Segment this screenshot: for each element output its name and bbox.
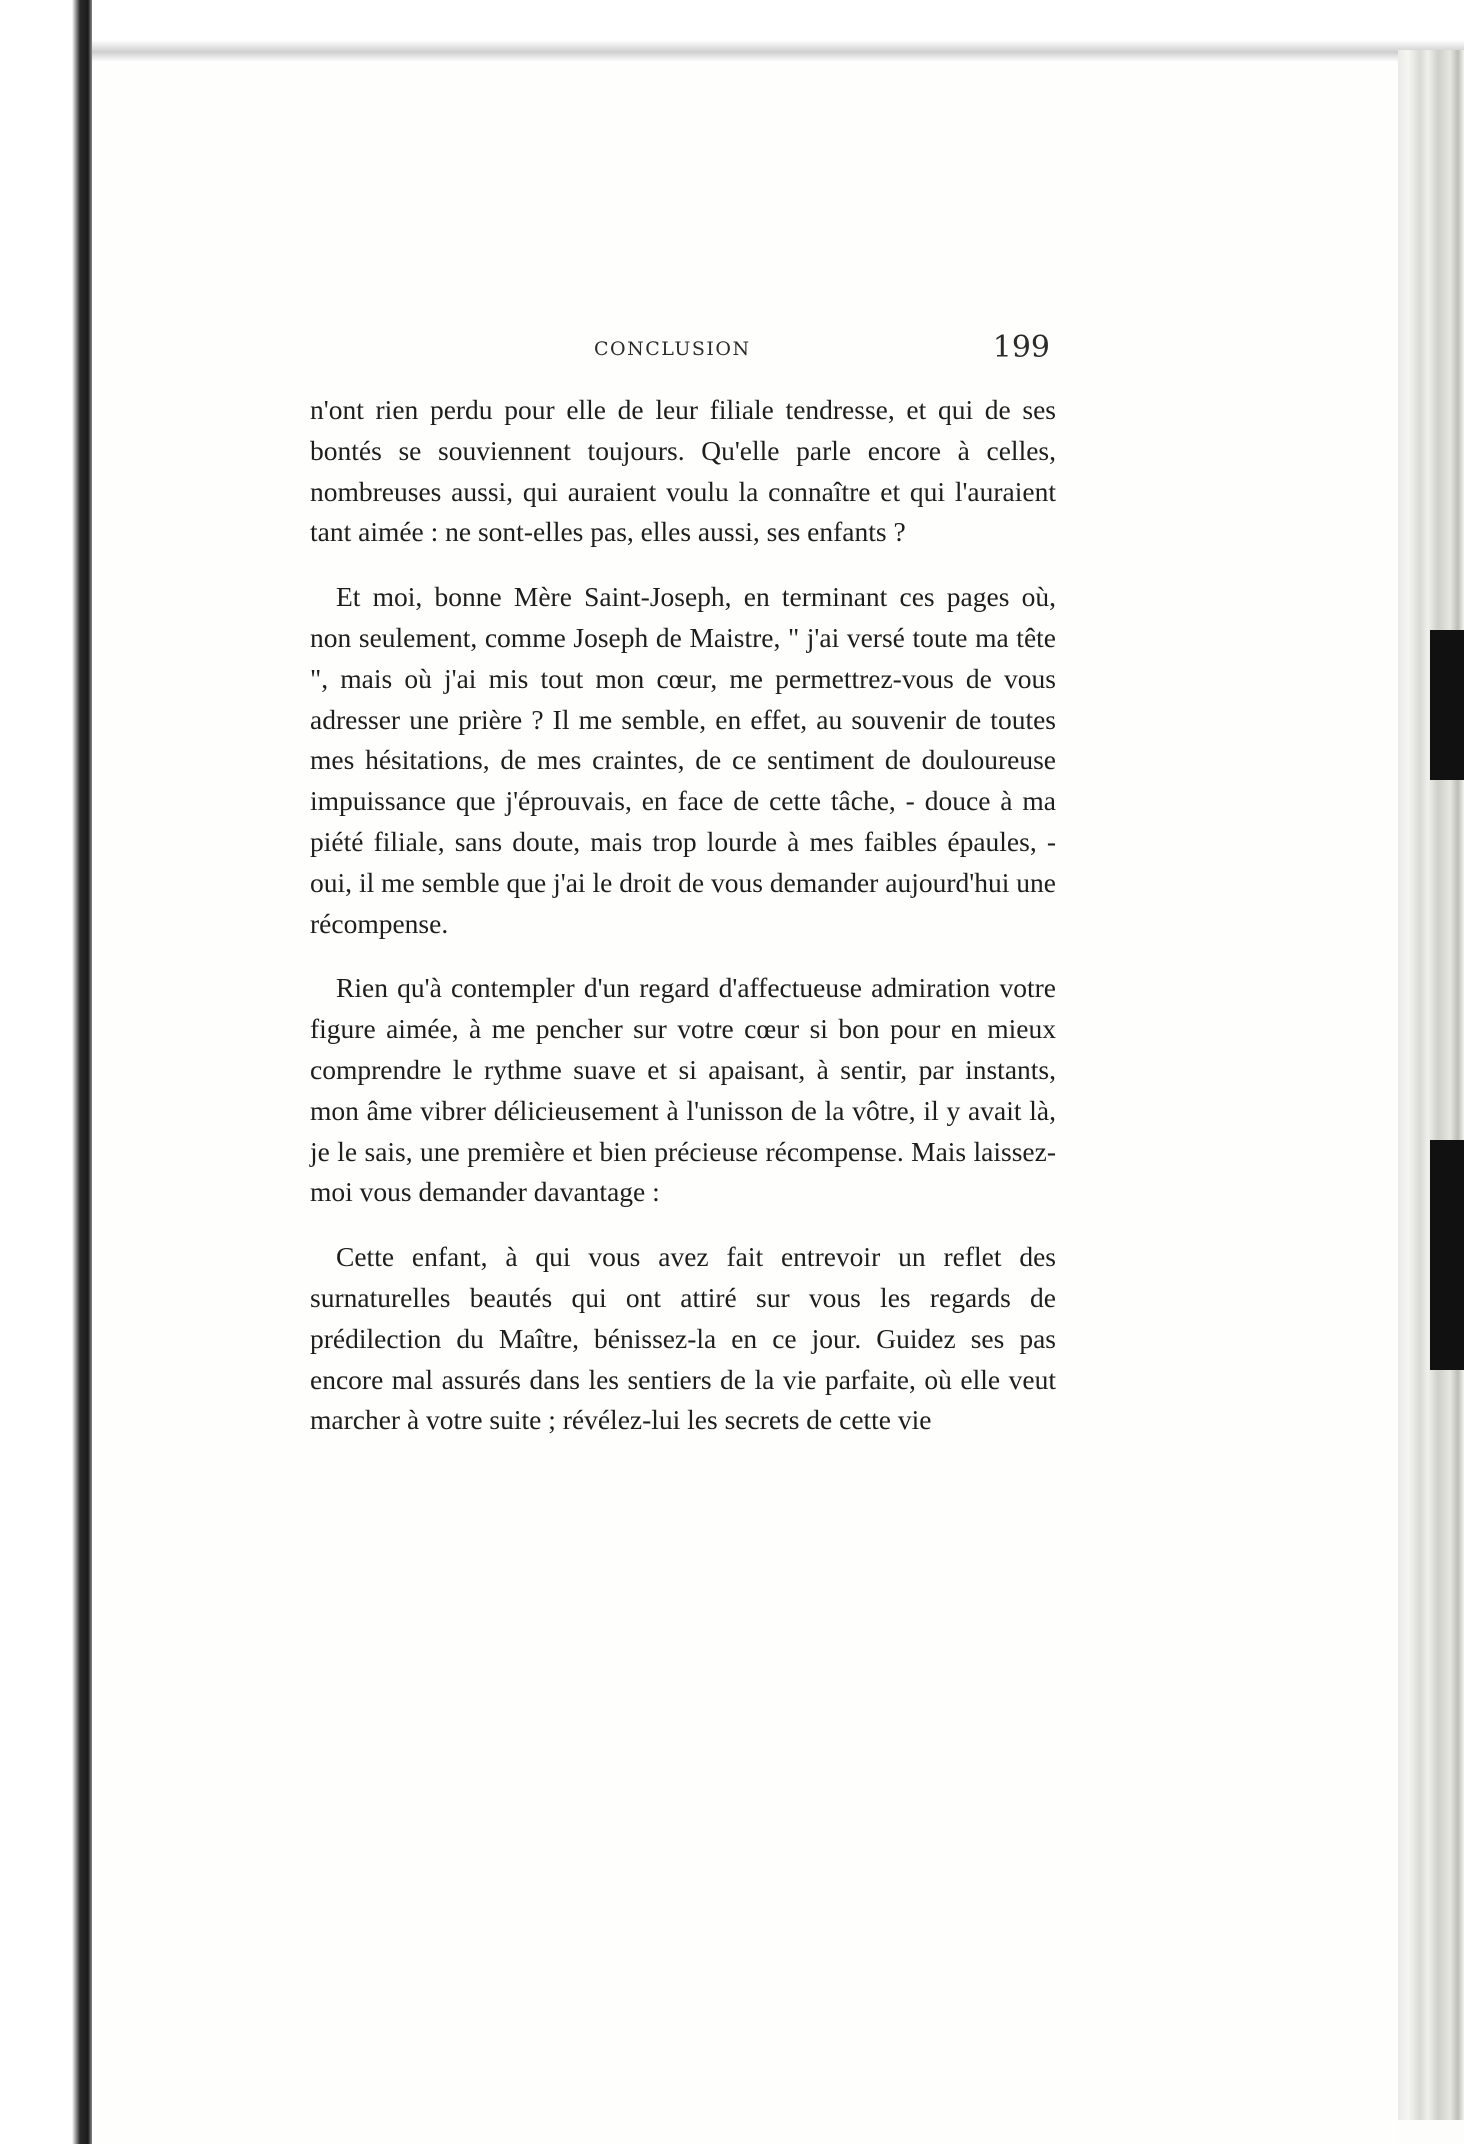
page-edge-shadow <box>1430 1140 1464 1370</box>
scan-top-edge <box>0 0 1464 62</box>
paragraph: n'ont rien perdu pour elle de leur filiale tendresse, et qui de ses bontés se souviennent toujours. Qu'elle parle encore à celles, nombreuses aussi, qui auraient voulu la connaître et qui l'auraient tant aimée : ne sont-elles pas, elles aussi, ses enfants ? <box>310 394 1056 548</box>
running-head: CONCLUSION <box>594 338 751 360</box>
page-header <box>310 330 1056 380</box>
paragraph: Rien qu'à contempler d'un regard d'affectueuse admiration votre figure aimée, à me pencher sur votre cœur si bon pour en mieux comprendre le rythme suave et si apaisant, à sentir, par instants, mon âme vibrer délicieusement à l'unisson de la vôtre, il y avait là, je le sais, une première et bien précieuse récompense. Mais laissez-moi vous demander davantage : <box>310 972 1056 1208</box>
book-binding-edge <box>0 0 92 2144</box>
page-edge-shadow <box>1430 630 1464 780</box>
page-stack-edge <box>1398 50 1464 2120</box>
paragraph: Et moi, bonne Mère Saint-Joseph, en terminant ces pages où, non seulement, comme Joseph de Maistre, " j'ai versé toute ma tête ", mais où j'ai mis tout mon cœur, me permettrez-vous de vous adresser une prière ? Il me semble, en effet, au souvenir de toutes mes hésitations, de mes craintes, de ce sentiment de douloureuse impuissance que j'éprouvais, en face de cette tâche, - douce à ma piété filiale, sans doute, mais trop lourde à mes faibles épaules, - oui, il me semble que j'ai le droit de vous demander aujourd'hui une récompense. <box>310 581 1056 939</box>
page-number: 199 <box>992 330 1050 365</box>
paragraph: Cette enfant, à qui vous avez fait entrevoir un reflet des surnaturelles beautés qui ont attiré sur vous les regards de prédilection du Maître, bénissez-la en ce jour. Guidez ses pas encore mal assurés dans les sentiers de la vie parfaite, où elle veut marcher à votre suite ; révélez-lui les secrets de cette vie <box>310 1241 1056 1436</box>
body-text <box>310 390 1056 1465</box>
